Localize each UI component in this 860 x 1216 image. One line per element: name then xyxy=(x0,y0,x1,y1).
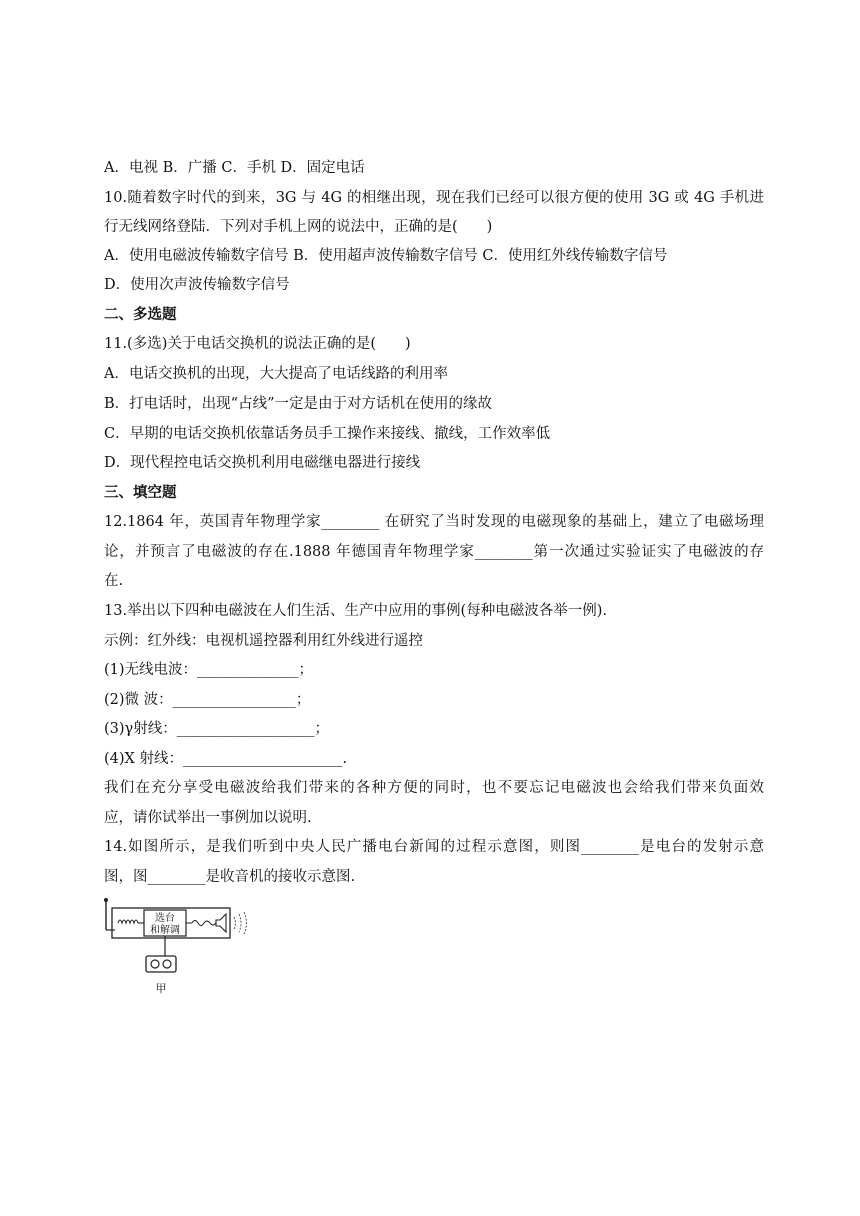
q12-line3: 在. xyxy=(104,573,124,589)
audio-wave xyxy=(192,921,216,926)
q10-stem-line1: 10.随着数字时代的到来，3G 与 4G 的相继出现，现在我们已经可以很方便的使用 3G 或 4G 手机进 xyxy=(104,190,764,206)
sound-waves-icon xyxy=(234,912,247,934)
q14-line1: 14.如图所示，是我们听到中央人民广播电台新闻的过程示意图，则图________是电台的发射示意 xyxy=(104,839,764,855)
q14-line2: 图，图________是收音机的接收示意图. xyxy=(104,869,356,885)
q11-option-d: D．现代程控电话交换机利用电磁继电器进行接线 xyxy=(104,455,421,471)
q13-stem: 13.举出以下四种电磁波在人们生活、生产中应用的事例(每种电磁波各举一例). xyxy=(104,603,607,619)
figure-caption: 甲 xyxy=(155,982,167,995)
q13-item-xray: (4)X 射线：______________________. xyxy=(104,751,348,767)
q13-item-microwave: (2)微 波：_________________； xyxy=(104,692,311,708)
q9-options: A．电视 B．广播 C．手机 D．固定电话 xyxy=(104,160,365,176)
section-multiple-choice-title: 二、多选题 xyxy=(104,306,177,323)
q12-line1: 12.1864 年，英国青年物理学家________ 在研究了当时发现的电磁现象的基础上，建立了电磁场理 xyxy=(104,514,764,530)
q13-example: 示例：红外线：电视机遥控器利用红外线进行遥控 xyxy=(104,633,423,649)
q13-extra-line2: 应，请你试举出一事例加以说明. xyxy=(104,810,312,826)
q11-option-c: C．早期的电话交换机依靠话务员手工操作来接线、撤线，工作效率低 xyxy=(104,426,551,442)
section-fill-in-title: 三、填空题 xyxy=(104,484,177,501)
q13-extra-line1: 我们在充分享受电磁波给我们带来的各种方便的同时，也不要忘记电磁波也会给我们带来负面效 xyxy=(104,780,764,796)
q13-item-gamma: (3)γ射线：___________________； xyxy=(104,721,329,737)
tuning-box-label-line2: 和解调 xyxy=(150,925,180,936)
coil-icon xyxy=(118,920,138,923)
q10-stem-line2: 行无线网络登陆．下列对手机上网的说法中，正确的是( ) xyxy=(104,219,493,235)
q11-stem: 11.(多选)关于电话交换机的说法正确的是( ) xyxy=(104,336,411,352)
radio-receiver-diagram xyxy=(100,896,270,1000)
q13-item-radio: (1)无线电波：______________； xyxy=(104,662,314,678)
speaker-icon xyxy=(216,914,226,932)
q11-option-a: A．电话交换机的出现，大大提高了电话线路的利用率 xyxy=(104,366,448,382)
q10-options-line1: A．使用电磁波传输数字信号 B．使用超声波传输数字信号 C．使用红外线传输数字信号 xyxy=(104,248,668,264)
q11-option-b: B．打电话时，出现“占线”一定是由于对方话机在使用的缘故 xyxy=(104,396,492,412)
q12-line2: 论，并预言了电磁波的存在.1888 年德国青年物理学家________第一次通过实验证实了电磁波的存 xyxy=(104,544,764,560)
tuning-box-label-line1: 选台 xyxy=(155,913,175,924)
q10-options-line2: D．使用次声波传输数字信号 xyxy=(104,277,290,293)
